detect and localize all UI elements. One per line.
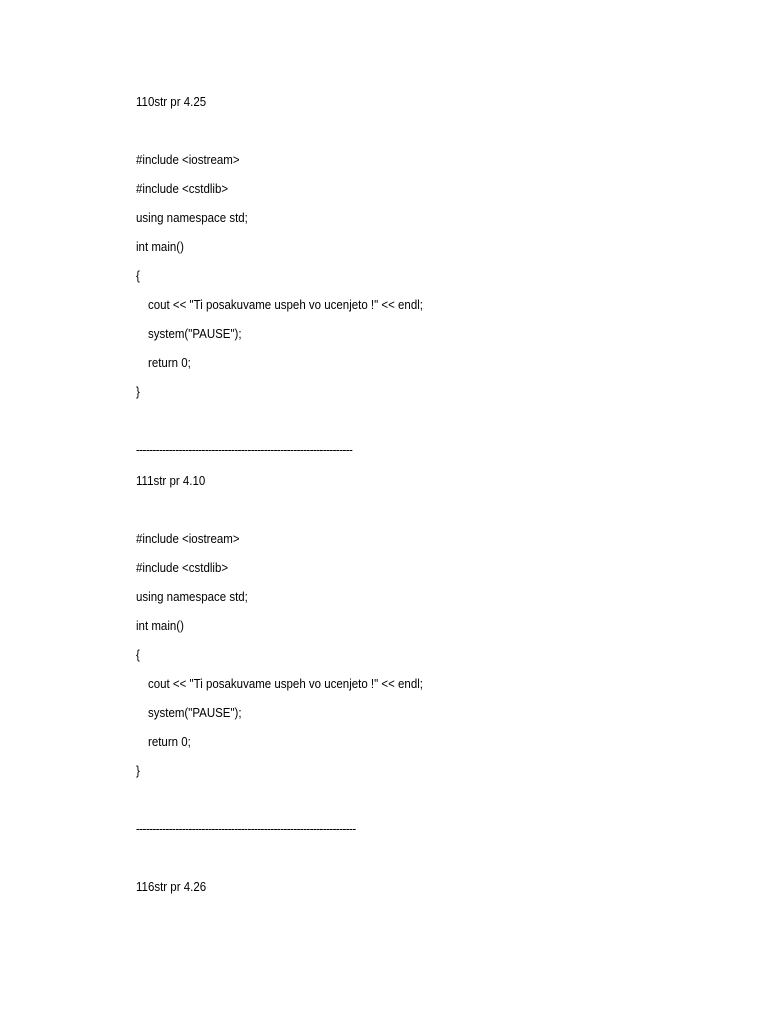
code-line: #include <iostream> [136, 532, 240, 546]
section-heading: 116str pr 4.26 [136, 880, 207, 894]
code-line: { [136, 648, 140, 662]
code-line: return 0; [148, 356, 191, 370]
separator-line: ------------------------------------------------------------------- [136, 822, 356, 836]
section-heading: 111str pr 4.10 [136, 474, 206, 488]
code-line: } [136, 385, 140, 399]
code-line: #include <cstdlib> [136, 182, 229, 196]
code-line: using namespace std; [136, 590, 248, 604]
code-line: system("PAUSE"); [148, 706, 242, 720]
section-heading: 110str pr 4.25 [136, 95, 207, 109]
code-line: cout << "Ti posakuvame uspeh vo ucenjeto !" << endl; [148, 677, 423, 691]
code-line: } [136, 764, 140, 778]
code-line: using namespace std; [136, 211, 248, 225]
code-line: #include <iostream> [136, 153, 240, 167]
code-line: int main() [136, 240, 184, 254]
code-line: #include <cstdlib> [136, 561, 229, 575]
code-line: return 0; [148, 735, 191, 749]
code-line: int main() [136, 619, 184, 633]
code-line: { [136, 269, 140, 283]
separator-line: ------------------------------------------------------------------ [136, 443, 353, 457]
code-line: cout << "Ti posakuvame uspeh vo ucenjeto !" << endl; [148, 298, 423, 312]
code-line: system("PAUSE"); [148, 327, 242, 341]
